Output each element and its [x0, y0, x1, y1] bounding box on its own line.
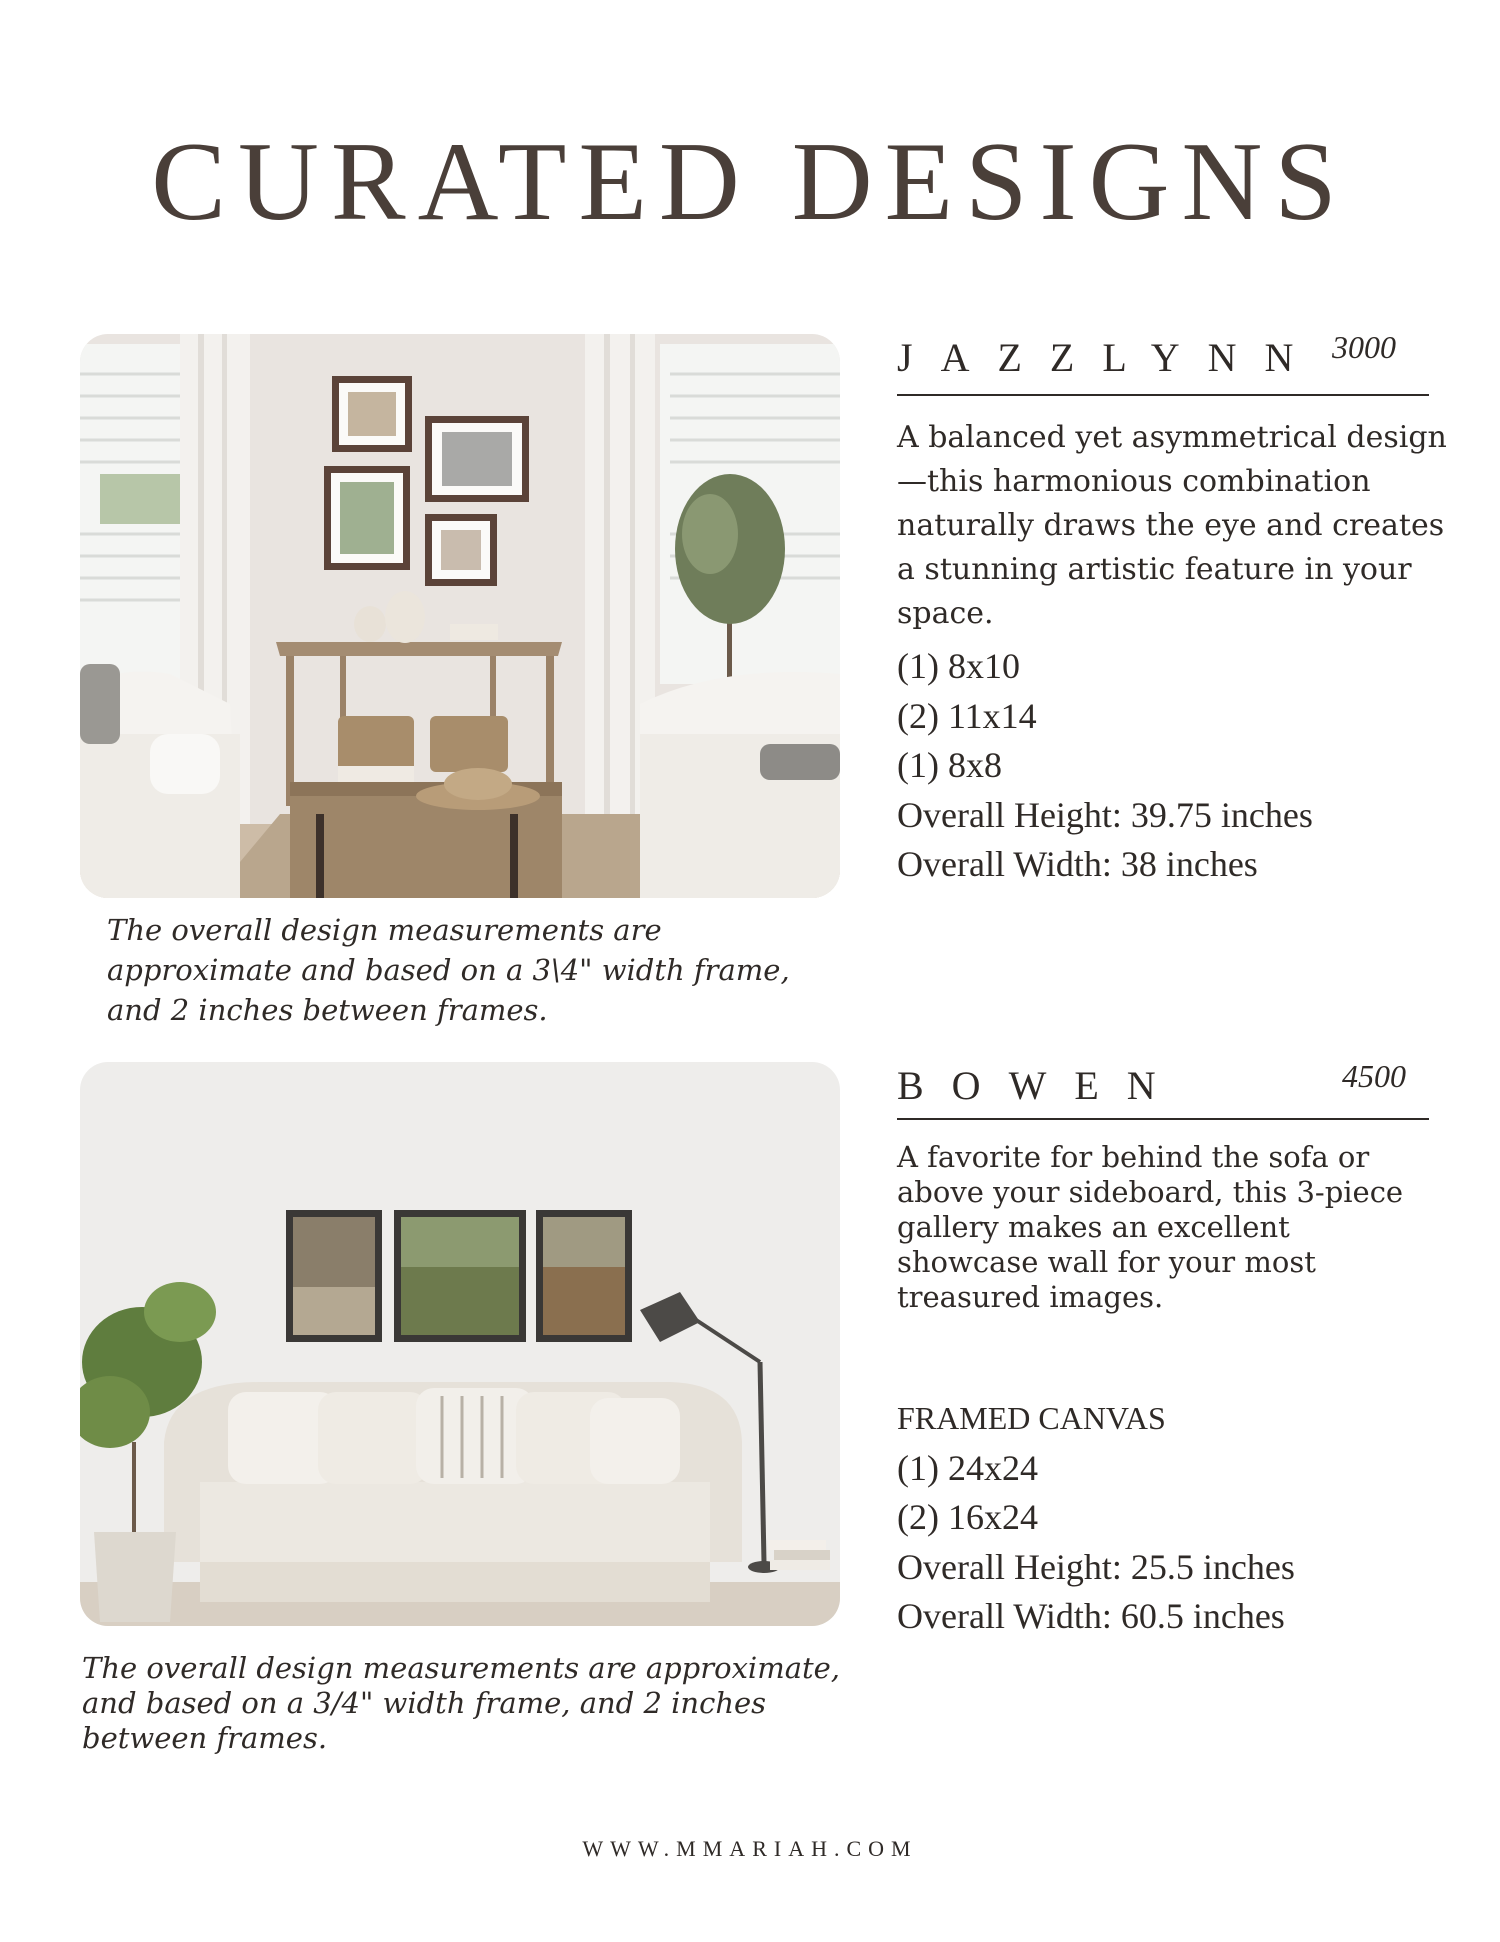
- bowen-spec-heading: FRAMED CANVAS: [897, 1400, 1166, 1436]
- jazzlynn-spec-item: (2) 11x14: [897, 695, 1037, 736]
- jazzlynn-spec-item: (1) 8x8: [897, 745, 1002, 785]
- bowen-price: 4500: [1342, 1058, 1406, 1094]
- jazzlynn-room-photo: [80, 334, 840, 898]
- jazzlynn-divider: [897, 394, 1429, 396]
- bowen-room-photo: [80, 1062, 840, 1626]
- bowen-spec-item: (2) 16x24: [897, 1497, 1038, 1537]
- jazzlynn-overall-width: Overall Width: 38 inches: [897, 844, 1258, 884]
- jazzlynn-design-name: JAZZLYNN: [897, 335, 1322, 380]
- jazzlynn-overall-height: Overall Height: 39.75 inches: [897, 794, 1313, 835]
- page-title: CURATED DESIGNS: [151, 120, 1349, 244]
- bowen-spec-item: (1) 24x24: [897, 1447, 1038, 1488]
- bowen-spec-list: [897, 1394, 1295, 1642]
- bowen-divider: [897, 1118, 1429, 1120]
- bowen-overall-height: Overall Height: 25.5 inches: [897, 1546, 1295, 1587]
- bowen-design-name: BOWEN: [897, 1063, 1184, 1108]
- website-footer[interactable]: WWW.MMARIAH.COM: [582, 1836, 918, 1861]
- bowen-measurement-note: The overall design measurements are approximate, and based on a 3/4" width frame, and 2 inches between frames.: [82, 1651, 841, 1755]
- jazzlynn-price: 3000: [1332, 329, 1396, 365]
- jazzlynn-measurement-note: The overall design measurements are approximate and based on a 3\4" width frame, and 2 inches between frames.: [107, 913, 790, 1027]
- jazzlynn-spec-list: [897, 642, 1313, 890]
- bowen-overall-width: Overall Width: 60.5 inches: [897, 1596, 1285, 1636]
- jazzlynn-description: A balanced yet asymmetrical design—this harmonious combination naturally draws the eye and creates a stunning artistic feature in your space.: [897, 420, 1447, 631]
- bowen-description: A favorite for behind the sofa or above your sideboard, this 3-piece gallery makes an excellent showcase wall for your most treasured images.: [897, 1140, 1404, 1314]
- jazzlynn-spec-item: (1) 8x10: [897, 646, 1020, 686]
